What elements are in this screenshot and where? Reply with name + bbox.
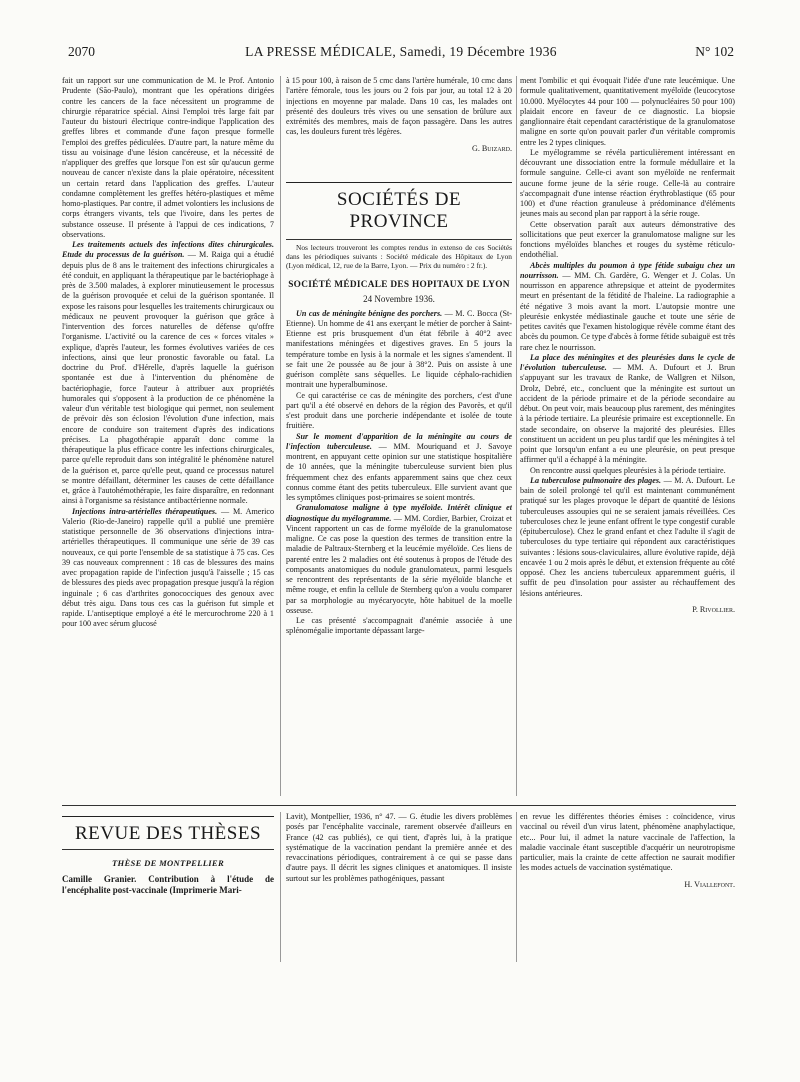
page-rule: [62, 805, 736, 806]
paragraph: — MM. Cordier, Barbier, Croizat et Vincent rapportent un cas de forme myéloïde de la granulomatose maligne. Ce cas pose la question des termes de transition entre la maladie de Paltraux-Sternberg et la leucémie myéloïde. Ces liens de parenté entre les 2 maladies ont été soutenus à propos de l'étude des composants anatomiques du nodule granulomateux, parmi lesquels se rencontrent des représentants de la série myéloïde blanche et même rouge, et enfin la cellule de Sternberg qu'on a voulu comparer par sa morphologie au myécaryocyte, hôte habituel de la moelle osseuse.: [286, 513, 512, 615]
paragraph: Cette observation paraît aux auteurs démonstrative des sollicitations que peut exercer la granulomatose maligne sur les fonctions myéloïdes blanches et rouges du système réticulo-endothélial.: [520, 219, 735, 260]
section-rule: [286, 182, 512, 183]
column-divider: [516, 76, 517, 796]
article-subtitle: Sur le moment d'apparition de la méningite au cours de l'infection tuberculeuse.: [286, 431, 512, 451]
paragraph: — MM. Mouriquand et J. Savoye montrent, en appuyant cette opinion sur une statistique hospitalière de 10 années, que la méningite tuberculeuse survient bien plus fréquemment chez des enfants apparemment sains que chez ceux connus comme étant des petits tuberculeux. Elle survient avant que les symptômes cliniques post-primaires se soient montrés.: [286, 441, 512, 502]
thesis-entry: Camille Granier. Contribution à l'étude de l'encéphalite post-vaccinale (Imprimerie Mari-: [62, 874, 274, 896]
session-date: 24 Novembre 1936.: [363, 294, 435, 305]
society-heading: SOCIÉTÉ MÉDICALE DES HOPITAUX DE LYON: [288, 280, 510, 290]
bottom-left: [62, 812, 274, 962]
paragraph: Le myélogramme se révéla particulièrement intéressant en découvrant une dissociation entre la formule médullaire et la formule sanguine. Celle-ci avant son myéloïde ne renfermait aucune forme jeune de la série rouge. Celle-là au contraire s'accompagnait d'une intense réaction érythroblastique (65 pour 100) et d'une réaction granuleuse à prédominance d'éléments jeunes mais au second plan par rapport à la série rouge.: [520, 147, 735, 219]
paragraph: — M. A. Dufourt. Le bain de soleil prolongé tel qu'il est maintenant communément pratiqué sur les plages provoque le départ de quantité de lésions tuberculeuses assoupies qui ne se seraient jamais réveillées. Ces tuberculoses chez le jeune enfant offrent le type congestif curable (épituberculose). Chez le grand enfant et chez l'adulte il s'agit de tuberculoses du type tertiaire qui répondent aux caractéristiques suivantes : lésions sous-claviculaires, allure évolutive rapide, déjà encavée 1 ou 2 mois après le début, et extension fréquente au côté opposé. Chez les anciens tuberculeux apparemment guéris, il suffit de peu d'insolation pour assister au réchauffement des lésions antérieures.: [520, 475, 735, 598]
author-signature: H. Viallefont.: [684, 879, 735, 889]
article-subtitle: La place des méningites et des pleurésies dans le cycle de l'évolution tuberculeuse.: [520, 352, 735, 372]
author-signature: G. Buizard.: [471, 143, 512, 153]
article-subtitle: Injections intra-artérielles thérapeutiques.: [72, 506, 218, 516]
article-subtitle: Un cas de méningite bénigne des porchers.: [296, 308, 443, 318]
column-divider: [280, 812, 281, 962]
column-divider: [516, 812, 517, 962]
paragraph: fait un rapport sur une communication de M. le Prof. Antonio Prudente (São-Paulo), montrant que les opérations dirigées contre les cancers de la face nécessitent un programme de chirurgie réparatrice spécial. Ainsi l'emploi très large fait par l'auteur du bistouri électrique contre-indique l'application des greffes libres et commande d'une façon presque formelle l'emploi des greffes pédiculées. D'autre part, la nature même du tissu au voisinage d'une lésion cancéreuse, et la nécessité de n'appliquer des greffes que lorsque l'on est sûr qu'aucun germe nouveau de cancer n'existe dans la plaie opératoire, nécessitent un certain retard dans l'application des greffes. L'auteur condamne complètement les greffes hétéro-plastiques et même homo-plastiques. Par contre, il admet volontiers les inclusions de corps étrangers vivants, tels que l'ivoire, dans les pertes de substance osseuse. Il présente à l'appui de ces indications, 7 observations.: [62, 76, 274, 239]
page-number: 2070: [68, 44, 95, 59]
column-right: [520, 76, 735, 796]
column-divider: [280, 76, 281, 796]
bottom-middle: [286, 812, 512, 962]
bottom-right: [520, 812, 735, 962]
issue-number: N° 102: [695, 44, 734, 59]
paragraph: à 15 pour 100, à raison de 5 cmc dans l'artère humérale, 10 cmc dans l'artère fémorale, tous les jours ou 2 fois par jour, au total 12 à 20 injections en moyenne par malade. Dans 10 cas, les malades ont présenté des douleurs très vives ou une sensation de brûlure aux extrémités des membres, mais de façon passagère. Dans les autres cas, les douleurs furent très légères.: [286, 76, 512, 137]
section-rule: [286, 239, 512, 240]
paragraph: Lavit), Montpellier, 1936, n° 47. — G. étudie les divers problèmes posés par l'encéphalite vaccinale, rarement observée d'ailleurs en France (42 cas publiés), ce qui tient, d'après lui, à la pratique systématique de la vaccination pendant la première année et des revaccinations périodiques, contrairement à ce qui se passe dans d'autre pays. Il décrit les signes cliniques et anatomiques. Il insiste surtout sur les problèmes pathogéniques, passant: [286, 812, 512, 883]
article-subtitle: Abcès multiples du poumon à type fétide subaigu chez un nourrisson.: [520, 260, 735, 280]
section-title: SOCIÉTÉS DE PROVINCE: [336, 189, 462, 232]
paragraph: On rencontre aussi quelques pleurésies à la période tertiaire.: [530, 465, 726, 475]
page-header: [68, 44, 734, 64]
paragraph: — M. Raiga qui a étudié depuis plus de 8 ans le traitement des infections chirurgicales a été conduit, en appliquant la thérapeutique par le bactériophage à près de 3.500 malades, à explorer minutieusement le processus de la guérison provoquée et celui de la guérison spontanée. Il expose les raisons pour lesquelles les traitements chirurgicaux ou médicaux ne peuvent provoquer la guérison que grâce à l'intervention des forces naturelles de défense qu'offre l'organisme. L'activité ou la carence de ces « forces vitales » explique, d'après l'auteur, les formes évolutives variées de ces infections, ainsi que leur pronostic favorable ou fatal. La doctrine du Prof. d'Hérelle, d'après laquelle la guérison spontanée est due à l'intervention du phénomène de bactériophagie, force l'auteur à attribuer aux propriétés humorales qui s'opposent à la production de ce phénomène la valeur d'un véritable test biologique qui permet, non seulement de prévoir dès son éclosion l'évolution d'une infection, mais encore de conduire son traitement d'après des indications précises. La phagothérapie apparaît donc comme la thérapeutique la plus efficace contre les infections chirurgicales, parce qu'elle reproduit dans son intégralité le phénomène naturel de la guérison et, parce qu'elle peut, quand ce processus naturel se montre défaillant, déterminer les causes de cette défaillance et, grâce à l'autohémothérapie, les faire disparaître, en redonnant ainsi à l'organisme sa résistance antibactérienne normale.: [62, 250, 274, 506]
paragraph: — MM. Ch. Gardère, G. Wenger et J. Colas. Un nourrisson en apparence athrepsique et atteint de pyodermites meurt en présentant de la fétidité de l'haleine. La radiographie a été négative 3 mois avant la mort. L'autopsie montre une pleurésie enkystée médiastinale gauche et toute une série de petites cavités que l'examen histologique révèle comme étant des abcès du poumon. Ce type d'abcès à forme fétide subaiguë est très rare chez le nourrisson.: [520, 270, 735, 352]
paragraph: — M. Americo Valerio (Rio-de-Janeiro) rappelle qu'il a publié une première statistique personnelle de 36 observations d'injections intra-artérielles thérapeutiques. Il communique une série de 39 cas nouveaux, ce qui porte l'ensemble de sa statistique à 75 cas. Ces 39 cas nouveaux comprennent : 18 cas de blessures des mains avec propagation rapide de l'infection jusqu'à l'aisselle ; 15 cas de blessures des pieds avec propagation presque jusqu'à la région inguinale ; 6 cas d'arthrites gonococciques des genoux avec début très aigu. Dans tous ces cas la guérison fut simple et rapide. L'antiseptique employé a été le mercurochrome 220 à 1 pour 100 avec sérum glucosé: [62, 506, 274, 629]
author-signature: P. Rivollier.: [692, 604, 735, 614]
paragraph: ment l'ombilic et qui évoquait l'idée d'une rate leucémique. Une formule qualitativement, quantitativement myéloïde (leucocytose 10.000. Myélocytes 44 pour 100 — polynucléaires 50 pour 100) plaidait encore en faveur de ce diagnostic. La biopsie ganglionnaire était cependant caractéristique de la granulomatose maligne en sorte qu'on pouvait parler d'un véritable compromis entre les 2 types cliniques.: [520, 76, 735, 147]
article-subtitle: Granulomatose maligne à type myéloïde. Intérêt clinique et diagnostique du myélogramme.: [286, 503, 512, 523]
paragraph: Ce qui caractérise ce cas de méningite des porchers, c'est d'une part qu'il a été observé en dehors de la région des Pavorès, et qu'il s'est produit dans une porcherie indépendante et isolée de toute fruitière.: [286, 390, 512, 431]
article-subtitle: La tuberculose pulmonaire des plages.: [530, 475, 662, 485]
paragraph: Le cas présenté s'accompagnait d'anémie associée à une splénomégalie importante dépassant large-: [286, 616, 512, 636]
paragraph: — M. C. Bocca (St-Etienne). Un homme de 41 ans exerçant le métier de porcher à Saint-Etienne est pris brusquement d'un état fébrile à 40°2 avec manifestations méningées et digestives graves. En 5 jours la température tombe en lysis à la normale et les signes s'amendent. Il se fait une 2e poussée au 8e jour à 38°2. Puis on assiste à une guérison complète sans séquelles. Le liquide céphalo-rachidien montrait une hyperalbuminose.: [286, 308, 512, 390]
column-left: [62, 76, 274, 796]
section-title: REVUE DES THÈSES: [74, 823, 262, 844]
section-rule: [62, 816, 274, 817]
column-middle: [286, 76, 512, 796]
section-rule: [62, 849, 274, 850]
paragraph: en revue les différentes théories émises : coïncidence, virus vaccinal ou réveil d'un virus latent, phénomène anaphylactique, etc... Pour lui, il admet la nature vaccinale de l'affection, la maladie vaccinale étant susceptible d'acquérir un neurotropisme particulier, mais la crainte de cette affection ne saurait modifier les modes actuels de vaccination systématique.: [520, 812, 735, 873]
thesis-heading: THÈSE DE MONTPELLIER: [111, 858, 224, 868]
paragraph: — MM. A. Dufourt et J. Brun s'appuyant sur les travaux de Ranke, de Wallgren et Nilson, Drolz, Debré, etc., concluent que la méningite est surtout un accident de la période primaire et de la période secondaire au début. On peut voir, mais beaucoup plus rarement, des méningites à la période tertiaire. La pleurésie primaire est exceptionnelle. En stade secondaire, on observe la majorité des pleurésies. Elles constituent un accident un peu plus tardif que les méningites à tel point que lorsqu'un enfant a eu une pleurésie, on peut presque affirmer qu'il a échappé à la méningite.: [520, 363, 735, 465]
editor-note: Nos lecteurs trouveront les comptes rendus in extenso de ces Sociétés dans les périodiques suivants : Société médicale des Hôpitaux de Lyon (Lyon médical, 12, rue de la Barre, Lyon. — Prix du numéro : 2 fr.).: [286, 243, 512, 270]
article-subtitle: Les traitements actuels des infections dites chirurgicales. Etude du processus de la guérison.: [62, 240, 274, 260]
journal-title: LA PRESSE MÉDICALE, Samedi, 19 Décembre 1936: [245, 44, 557, 59]
